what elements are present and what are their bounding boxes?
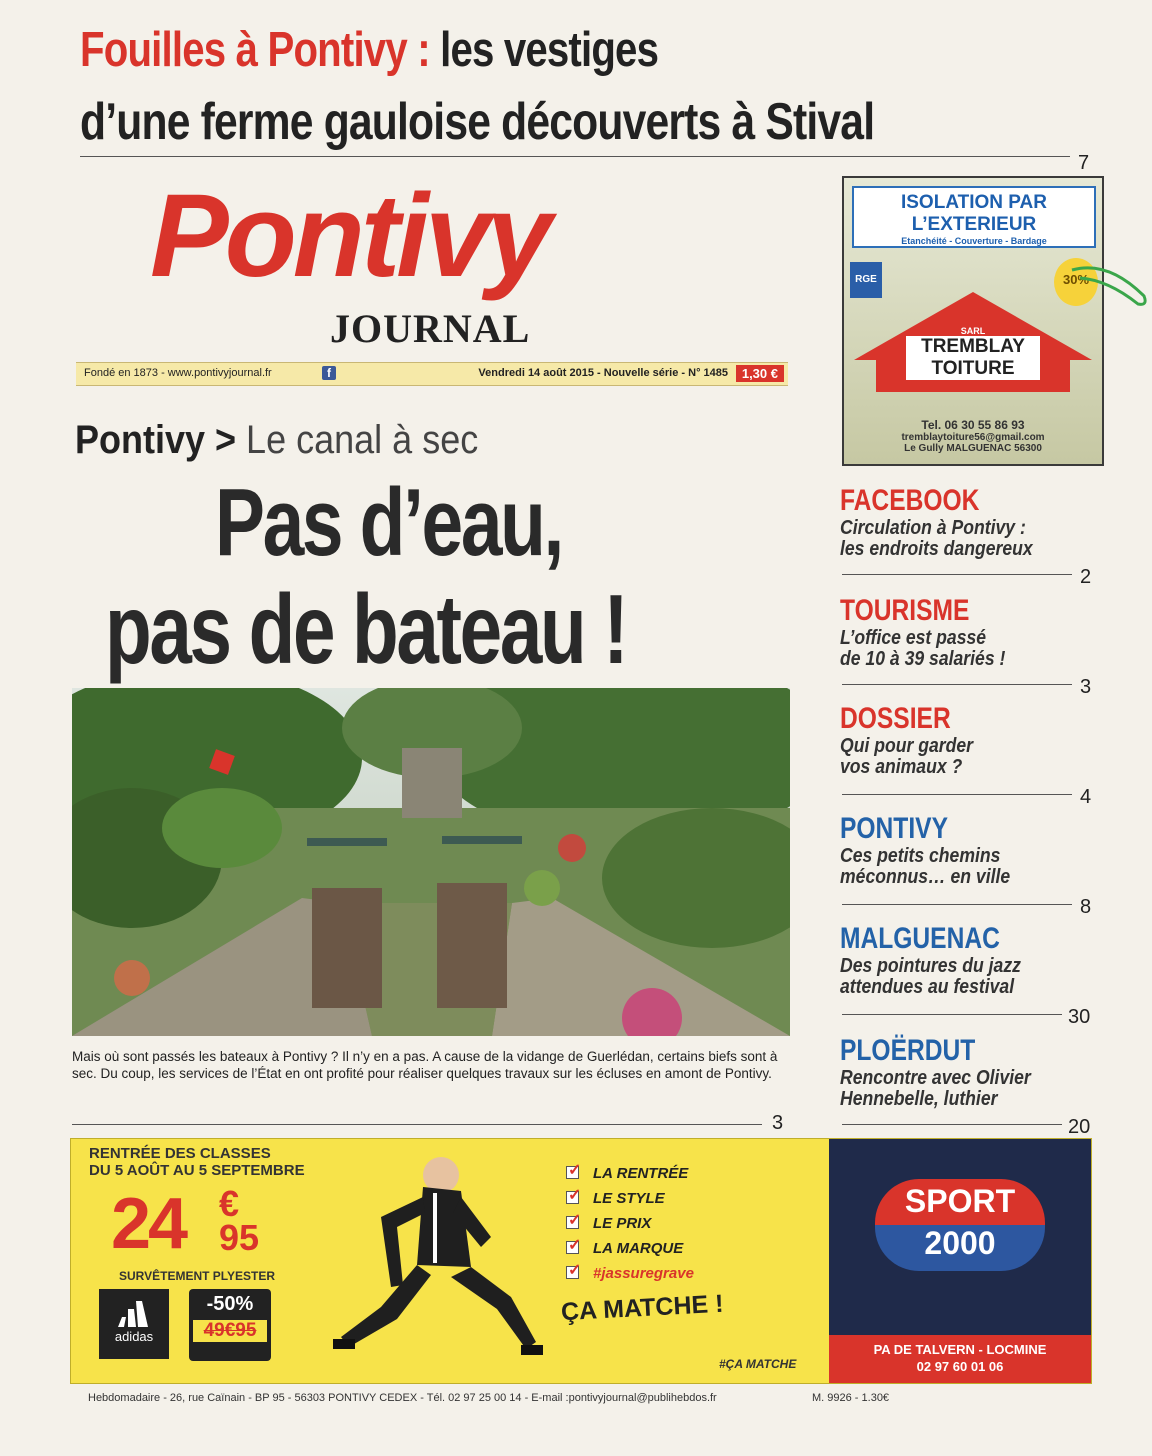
section-line1: Rencontre avec Olivier — [840, 1067, 1031, 1089]
jumping-boy-image — [321, 1147, 551, 1383]
section-line1: Qui pour garder — [840, 735, 973, 757]
store-location: PA DE TALVERN - LOCMINE — [873, 1342, 1047, 1357]
ad-line3: Etanchéité - Couverture - Bardage — [901, 236, 1047, 246]
ad-price-main: 24 — [111, 1184, 186, 1264]
company-name-line1: TREMBLAY — [906, 336, 1040, 358]
section-title: PLOËRDUT — [840, 1034, 976, 1067]
page-ref: 7 — [1078, 152, 1090, 174]
page-ref: 2 — [1080, 566, 1092, 588]
ad-checklist — [566, 1162, 806, 1290]
checkbox-icon: ✓ — [568, 1162, 582, 1179]
rge-badge: RGE — [850, 262, 882, 298]
company-name — [844, 326, 1102, 380]
ad-address: Le Gully MALGUENAC 56300 — [904, 443, 1042, 454]
masthead-subtitle: JOURNAL — [330, 306, 531, 351]
ad-email: tremblaytoiture56@gmail.com — [901, 432, 1045, 443]
checkbox-icon: ✓ — [568, 1187, 582, 1204]
page-ref: 3 — [772, 1112, 784, 1134]
store-address — [829, 1335, 1091, 1383]
checklist-item: ✓ LE PRIX — [568, 1212, 652, 1232]
ad-headline — [89, 1145, 305, 1179]
info-bar — [76, 362, 788, 386]
discount-percent: -50% — [206, 1293, 254, 1315]
tax-credit-badge: 30% — [1054, 258, 1098, 306]
checkbox-icon: ✓ — [568, 1212, 582, 1229]
checkbox-icon: ✓ — [568, 1262, 582, 1279]
kicker-place: Pontivy > — [75, 418, 237, 462]
ad-title-box — [852, 186, 1096, 248]
sidebar-item-malguenac[interactable] — [840, 922, 1092, 998]
ad-head-line1: RENTRÉE DES CLASSES — [89, 1145, 271, 1162]
discount-badge — [189, 1289, 271, 1361]
page-ref: 20 — [1068, 1116, 1091, 1138]
section-line2: de 10 à 39 salariés ! — [840, 648, 1006, 670]
brand-name: adidas — [114, 1329, 154, 1344]
top-headline-red: Fouilles à Pontivy : — [80, 23, 430, 77]
sidebar-item-tourisme[interactable] — [840, 594, 1092, 670]
price-badge: 1,30 € — [736, 365, 784, 382]
divider — [842, 574, 1072, 575]
section-line1: Circulation à Pontivy : — [840, 517, 1026, 539]
ad-slogan: ÇA MATCHE ! — [560, 1289, 725, 1327]
section-title: MALGUENAC — [840, 922, 1000, 955]
footer-code: M. 9926 - 1.30€ — [812, 1392, 890, 1404]
section-line2: les endroits dangereux — [840, 538, 1033, 560]
divider — [72, 1124, 762, 1125]
section-line2: vos animaux ? — [840, 756, 963, 778]
founded-text: Fondé en 1873 - www.pontivyjournal.fr — [84, 367, 272, 379]
section-line2: méconnus… en ville — [840, 866, 1011, 888]
main-headline-line1: Pas d’eau, — [215, 469, 563, 576]
photo-caption: Mais où sont passés les bateaux à Pontivy ? Il n’y en a pas. A cause de la vidange de Guerlédan, certains biefs sont à sec. Du coup, les services de l’État en ont profité pour réaliser quelques travaux sur les écluses en amont de Pontivy. — [72, 1049, 778, 1081]
section-line1: L’office est passé — [840, 627, 987, 649]
checklist-item: ✓ LA RENTRÉE — [568, 1162, 689, 1182]
divider — [842, 904, 1072, 905]
kicker-topic: Le canal à sec — [236, 418, 479, 462]
ad-line2: L’EXTERIEUR — [911, 214, 1037, 235]
ad-price-decimal — [219, 1183, 260, 1258]
adidas-stripes-icon — [116, 1299, 152, 1327]
sport2000-ad[interactable] — [70, 1138, 1092, 1384]
sidebar-item-pontivy[interactable] — [840, 812, 1092, 888]
section-line2: attendues au festival — [840, 976, 1015, 998]
ad-head-line2: DU 5 AOÛT AU 5 SEPTEMBRE — [89, 1162, 305, 1179]
section-title: PONTIVY — [840, 812, 948, 845]
divider — [842, 794, 1072, 795]
sidebar-item-dossier[interactable] — [840, 702, 1092, 778]
ad-product: SURVÊTEMENT PLYESTER — [119, 1269, 276, 1283]
section-line1: Ces petits chemins — [840, 845, 1001, 867]
old-price: 49€95 — [193, 1320, 267, 1342]
ad-phone: Tel. 06 30 55 86 93 — [921, 418, 1025, 432]
ad-contact — [844, 418, 1102, 454]
sidebar-item-ploerdut[interactable] — [840, 1034, 1092, 1110]
section-line1: Des pointures du jazz — [840, 955, 1021, 977]
top-headline-line1 — [80, 22, 658, 78]
divider — [80, 156, 1070, 157]
divider — [842, 1124, 1062, 1125]
sport2000-panel — [829, 1139, 1091, 1383]
page-ref: 30 — [1068, 1006, 1091, 1028]
page-ref: 4 — [1080, 786, 1092, 808]
ad-price-euro: € — [219, 1183, 240, 1224]
company-name-line2: TOITURE — [906, 358, 1040, 380]
top-headline-rest: les vestiges — [429, 23, 659, 77]
ad-hashtag: #ÇA MATCHE — [719, 1357, 797, 1371]
company-type: SARL — [960, 326, 986, 336]
section-title: TOURISME — [840, 594, 970, 627]
checklist-item: ✓ #jassuregrave — [568, 1262, 694, 1282]
adidas-logo — [99, 1289, 169, 1359]
section-line2: Hennebelle, luthier — [840, 1088, 998, 1110]
tremblay-toiture-ad[interactable] — [842, 176, 1104, 466]
divider — [842, 684, 1072, 685]
store-phone: 02 97 60 01 06 — [916, 1359, 1004, 1374]
page-ref: 3 — [1080, 676, 1092, 698]
divider — [842, 1014, 1062, 1015]
checklist-item: ✓ LE STYLE — [568, 1187, 665, 1207]
checkbox-icon: ✓ — [568, 1237, 582, 1254]
checklist-item: ✓ LA MARQUE — [568, 1237, 684, 1257]
facebook-icon[interactable]: f — [322, 366, 336, 380]
main-headline-line2: pas de bateau ! — [105, 574, 627, 684]
masthead-title: Pontivy — [150, 170, 549, 302]
footer-contact: Hebdomadaire - 26, rue Caïnain - BP 95 - 56303 PONTIVY CEDEX - Tél. 02 97 25 00 14 - E-mail :pontivyjournal@publihebdos.fr — [88, 1392, 717, 1404]
sidebar-item-facebook[interactable] — [840, 484, 1092, 560]
section-title: DOSSIER — [840, 702, 951, 735]
story-kicker — [75, 418, 478, 463]
page-ref: 8 — [1080, 896, 1092, 918]
section-title: FACEBOOK — [840, 484, 980, 517]
logo-line2: 2000 — [924, 1225, 996, 1261]
paperclip-icon — [1068, 256, 1148, 316]
logo-line1: SPORT — [904, 1183, 1016, 1219]
canal-lock-photo — [72, 688, 790, 1036]
ad-price-cents: 95 — [219, 1217, 260, 1258]
top-headline-line2: d’une ferme gauloise découverts à Stival — [80, 93, 875, 151]
ad-line1: ISOLATION PAR — [900, 192, 1048, 213]
sport2000-logo — [875, 1179, 1045, 1271]
issue-date: Vendredi 14 août 2015 - Nouvelle série - N° 1485 — [478, 367, 728, 379]
